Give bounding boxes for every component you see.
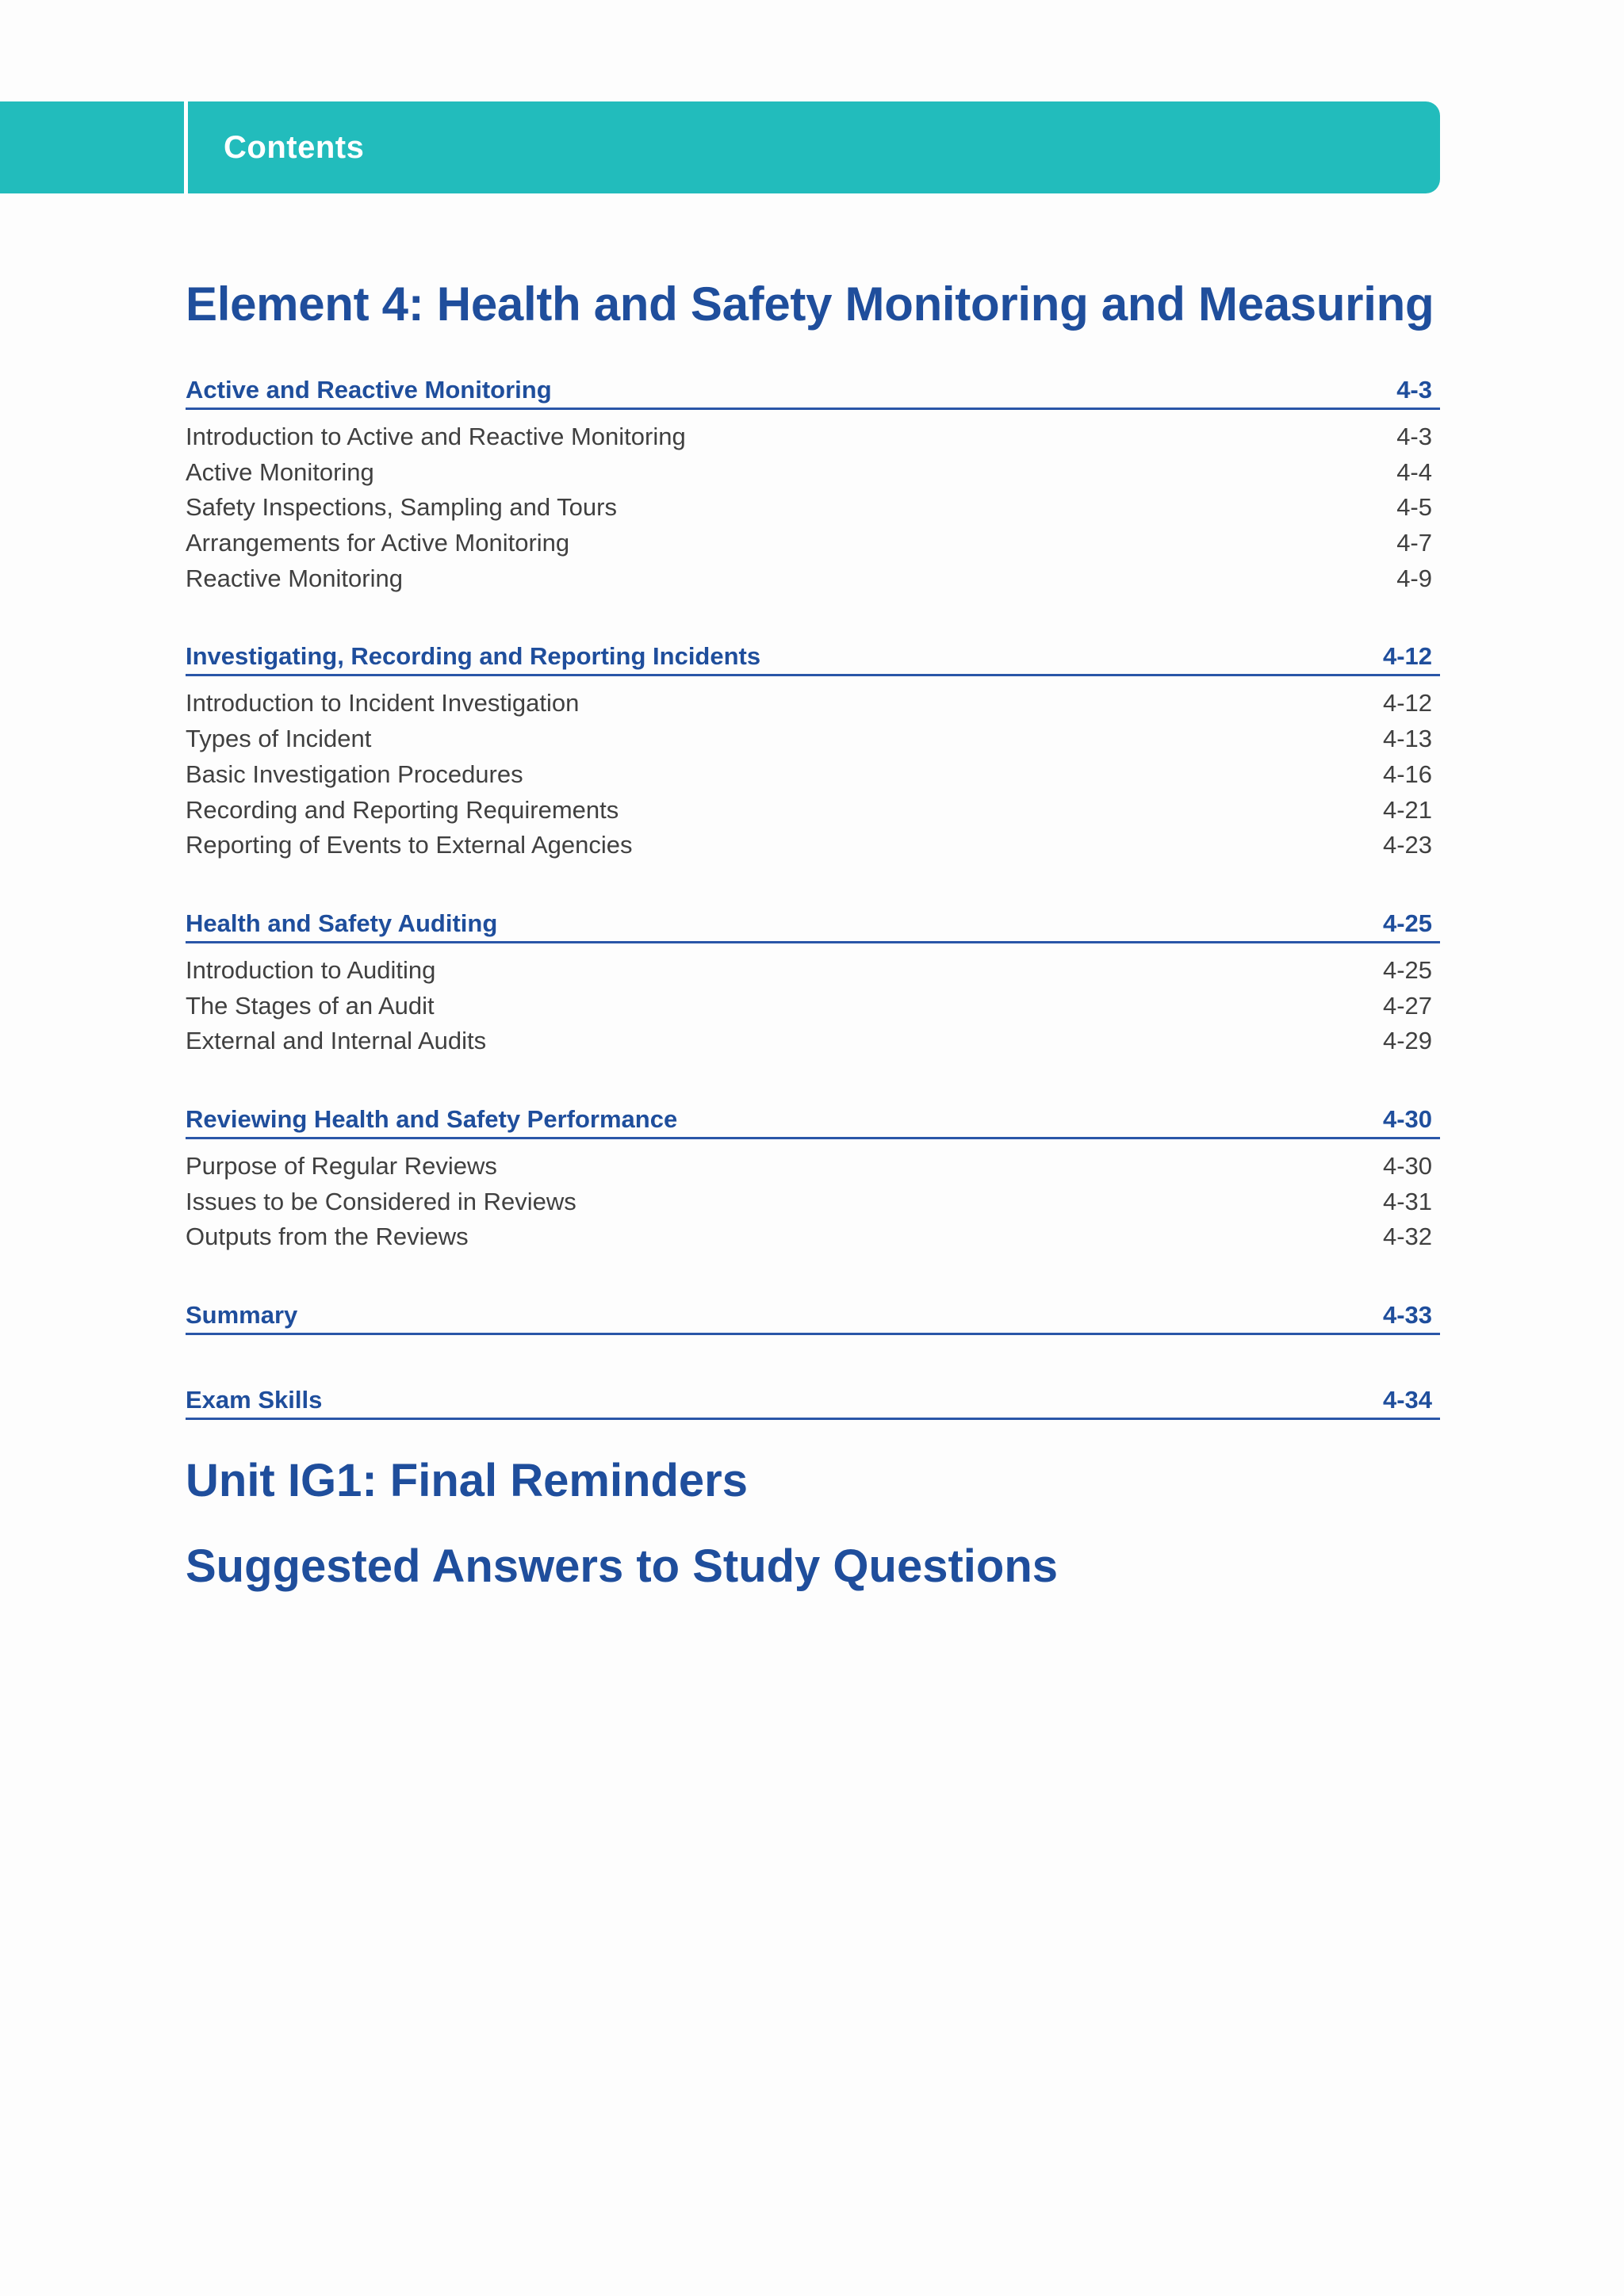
toc-entry[interactable] xyxy=(186,953,1440,989)
toc-sections xyxy=(186,371,1440,1420)
toc-section xyxy=(186,1381,1440,1420)
toc-entry[interactable] xyxy=(186,561,1440,597)
element-title: Element 4: Health and Safety Monitoring and Measuring xyxy=(186,277,1434,331)
final-heading[interactable]: Unit IG1: Final Reminders xyxy=(186,1455,748,1506)
toc-entry-page: 4-7 xyxy=(1396,529,1432,557)
toc-entry-label: Active Monitoring xyxy=(186,457,374,486)
toc-section-title: Health and Safety Auditing xyxy=(186,909,498,937)
toc-section-title: Exam Skills xyxy=(186,1386,323,1414)
contents-body xyxy=(186,270,1440,1594)
toc-entry-label: Safety Inspections, Sampling and Tours xyxy=(186,493,617,522)
toc-entry-page: 4-9 xyxy=(1396,564,1432,592)
toc-entry-page: 4-13 xyxy=(1382,725,1432,753)
toc-section-heading[interactable] xyxy=(186,371,1440,410)
toc-section xyxy=(186,637,1440,863)
toc-section-page: 4-3 xyxy=(1396,376,1432,404)
toc-entry-page: 4-23 xyxy=(1382,831,1432,859)
toc-entry[interactable] xyxy=(186,989,1440,1024)
toc-entry-page: 4-32 xyxy=(1382,1223,1432,1251)
toc-section-page: 4-12 xyxy=(1382,642,1432,671)
toc-entry-label: Recording and Reporting Requirements xyxy=(186,795,619,824)
toc-section-page: 4-30 xyxy=(1382,1104,1432,1133)
toc-entry[interactable] xyxy=(186,1149,1440,1184)
toc-section-page: 4-34 xyxy=(1382,1386,1432,1414)
toc-entry-page: 4-27 xyxy=(1382,991,1432,1020)
toc-section-heading[interactable] xyxy=(186,637,1440,676)
toc-entry[interactable] xyxy=(186,419,1440,455)
toc-section xyxy=(186,1296,1440,1335)
toc-entry-page: 4-3 xyxy=(1396,423,1432,450)
toc-entry[interactable] xyxy=(186,757,1440,793)
toc-section-title: Reviewing Health and Safety Performance xyxy=(186,1104,678,1133)
toc-entry-page: 4-30 xyxy=(1382,1151,1432,1180)
toc-section-page: 4-33 xyxy=(1382,1301,1432,1329)
toc-entry-page: 4-12 xyxy=(1382,689,1432,718)
toc-section-title: Summary xyxy=(186,1301,298,1329)
toc-section-heading[interactable] xyxy=(186,905,1440,943)
toc-entry-page: 4-4 xyxy=(1396,457,1432,486)
toc-section-heading[interactable] xyxy=(186,1296,1440,1335)
toc-entry-page: 4-5 xyxy=(1396,493,1432,522)
toc-entry-list xyxy=(186,1139,1440,1255)
toc-entry-label: Issues to be Considered in Reviews xyxy=(186,1187,576,1215)
toc-section-page: 4-25 xyxy=(1382,909,1432,937)
toc-entry-list xyxy=(186,943,1440,1059)
toc-entry-label: Introduction to Incident Investigation xyxy=(186,689,580,718)
toc-section-heading[interactable] xyxy=(186,1100,1440,1139)
header-title: Contents xyxy=(224,130,365,165)
toc-entry-list xyxy=(186,410,1440,596)
toc-section-heading[interactable] xyxy=(186,1381,1440,1420)
toc-section xyxy=(186,1100,1440,1255)
toc-entry[interactable] xyxy=(186,686,1440,721)
toc-entry-list xyxy=(186,676,1440,863)
toc-entry-label: Purpose of Regular Reviews xyxy=(186,1151,497,1180)
toc-entry[interactable] xyxy=(186,1024,1440,1059)
toc-entry-label: Types of Incident xyxy=(186,725,372,753)
toc-entry-label: Introduction to Active and Reactive Monitoring xyxy=(186,423,686,450)
toc-entry-page: 4-29 xyxy=(1382,1027,1432,1055)
toc-entry-label: Outputs from the Reviews xyxy=(186,1223,469,1251)
toc-entry-label: Reactive Monitoring xyxy=(186,564,403,592)
toc-entry[interactable] xyxy=(186,1184,1440,1220)
toc-entry-label: Arrangements for Active Monitoring xyxy=(186,529,570,557)
toc-section-title: Active and Reactive Monitoring xyxy=(186,376,552,404)
toc-entry-page: 4-16 xyxy=(1382,760,1432,788)
toc-entry-page: 4-31 xyxy=(1382,1187,1432,1215)
toc-entry-label: External and Internal Audits xyxy=(186,1027,487,1055)
toc-section xyxy=(186,371,1440,596)
toc-entry[interactable] xyxy=(186,828,1440,863)
toc-entry-label: Basic Investigation Procedures xyxy=(186,760,523,788)
toc-entry-label: The Stages of an Audit xyxy=(186,991,435,1020)
toc-section xyxy=(186,905,1440,1059)
contents-header-bar xyxy=(0,101,1440,193)
toc-entry[interactable] xyxy=(186,721,1440,757)
toc-section-title: Investigating, Recording and Reporting Incidents xyxy=(186,642,761,671)
final-heading[interactable]: Suggested Answers to Study Questions xyxy=(186,1540,1059,1592)
toc-entry[interactable] xyxy=(186,490,1440,526)
final-headings xyxy=(186,1453,1440,1594)
toc-entry-label: Reporting of Events to External Agencies xyxy=(186,831,633,859)
toc-entry[interactable] xyxy=(186,1219,1440,1255)
toc-entry[interactable] xyxy=(186,526,1440,561)
toc-entry-page: 4-21 xyxy=(1382,795,1432,824)
toc-entry-label: Introduction to Auditing xyxy=(186,955,436,984)
header-divider xyxy=(184,101,188,193)
toc-entry[interactable] xyxy=(186,793,1440,828)
toc-entry[interactable] xyxy=(186,455,1440,491)
toc-entry-page: 4-25 xyxy=(1382,955,1432,984)
